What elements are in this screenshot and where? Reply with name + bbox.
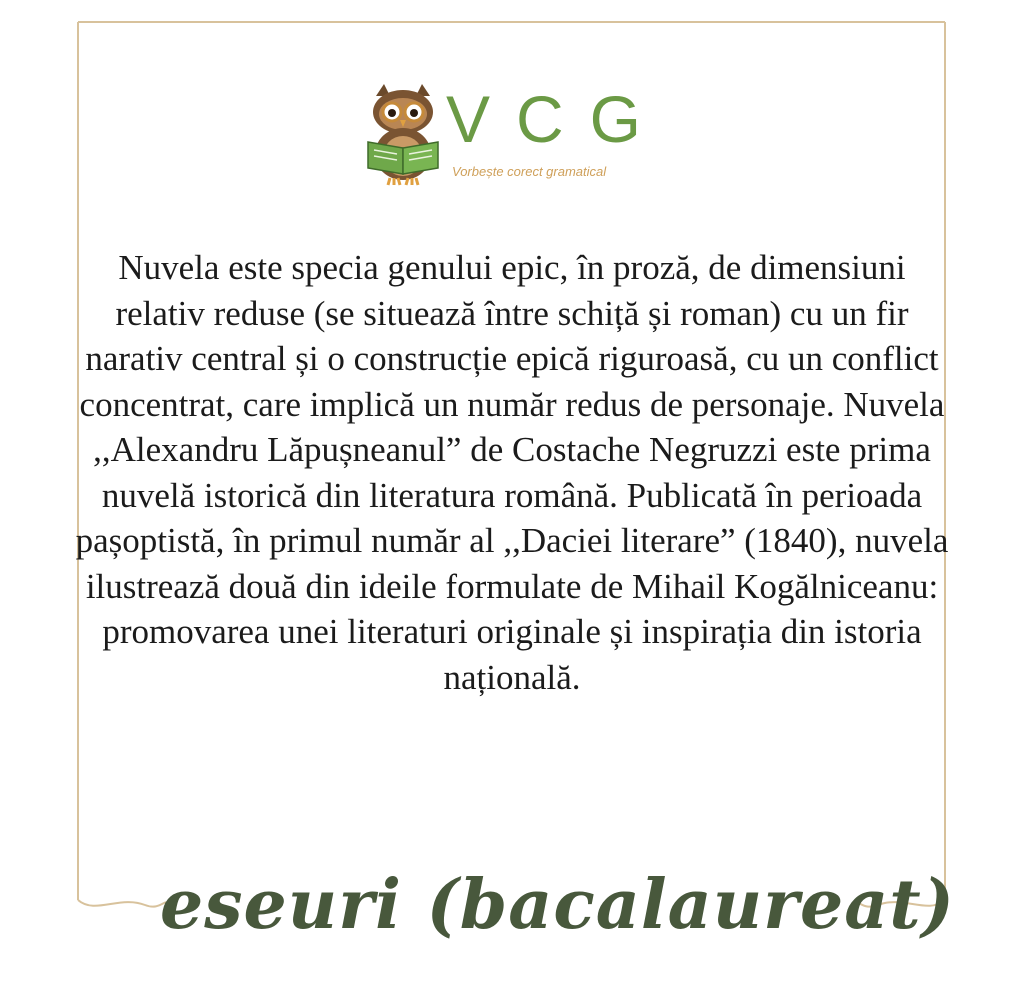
owl-reading-book-icon: [362, 82, 444, 186]
article-paragraph-1: Nuvela este specia genului epic, în proză, de dimensiuni relativ reduse (se situează între schiță și roman) cu un fir narativ central și o construcție epică riguroasă, cu un conflict concentrat, care implică un număr redus de personaje.: [79, 248, 939, 424]
footer-title: eseuri (bacalaureat): [160, 865, 955, 945]
article-body: [70, 245, 954, 700]
article-paragraph-2: Nuvela ,,Alexandru Lăpușneanul” de Costache Negruzzi este prima nuvelă istorică din literatura română. Publicată în perioada pașoptistă, în primul număr al ,,Daciei literare” (1840), nuvela ilustrează două din ideile formulate de Mihail Kogălniceanu: promovarea unei literaturi originale și inspirația din istoria națională.: [75, 384, 949, 697]
logo-tagline: Vorbește corect gramatical: [452, 164, 607, 179]
vcg-logo: [362, 82, 668, 192]
logo-letters: VCG: [446, 82, 668, 156]
